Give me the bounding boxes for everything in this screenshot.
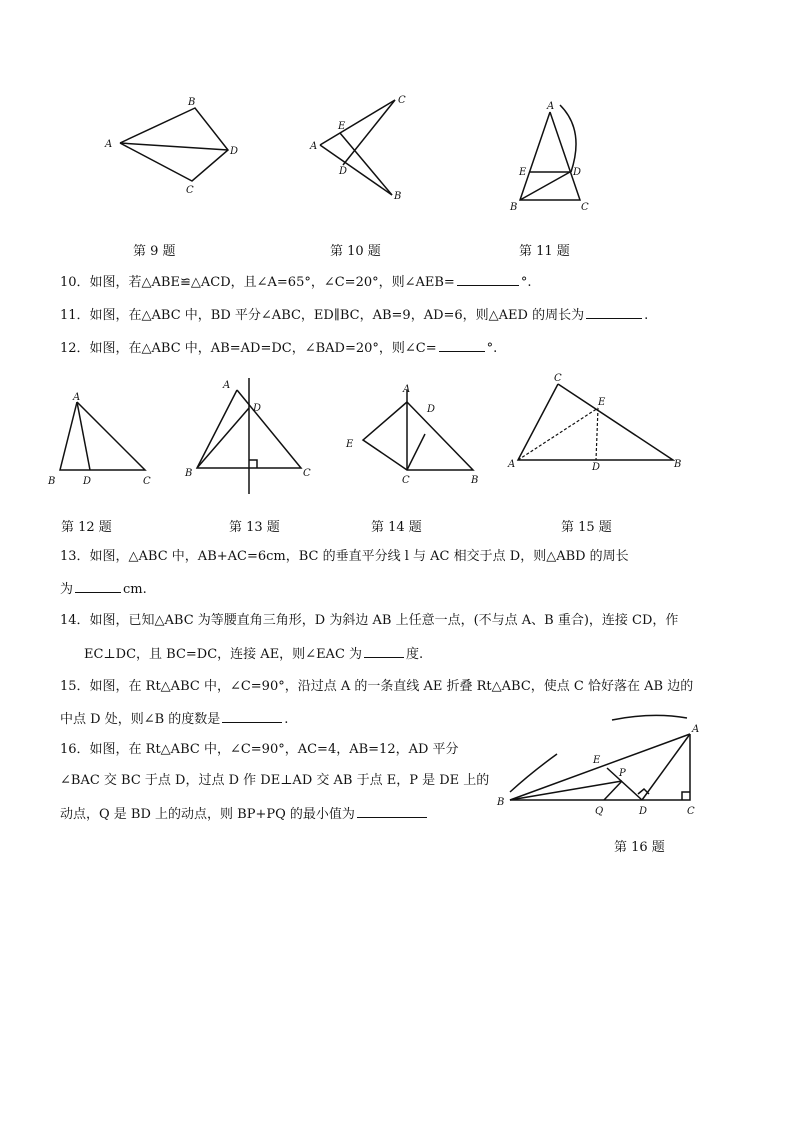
fig11-label-B: B	[510, 202, 518, 213]
fig15-label-D: D	[592, 462, 601, 473]
fig9-label-C: C	[186, 185, 194, 196]
fig11-label-D: D	[573, 167, 582, 178]
question-13-suffix: cm.	[123, 582, 147, 597]
question-14-prefix: EC⊥DC，且 BC=DC，连接 AE，则∠EAC 为	[84, 647, 363, 662]
question-16-line1: 16．如图，在 Rt△ABC 中，∠C=90°，AC=4，AB=12，AD 平分	[60, 742, 459, 757]
figure-16-caption: 第 16 题	[614, 840, 665, 855]
question-13-line1: 13．如图，△ABC 中，AB+AC=6cm，BC 的垂直平分线 l 与 AC 相交于点 D，则△ABD 的周长	[60, 549, 629, 564]
fig9-label-D: D	[230, 146, 239, 157]
fig13-label-B: B	[185, 468, 193, 479]
question-11-text: 11．如图，在△ABC 中，BD 平分∠ABC，ED∥BC，AB=9，AD=6，则△AED 的周长为	[60, 308, 585, 323]
fig16-label-D: D	[639, 806, 648, 817]
fig9-diagonal-AD	[120, 143, 228, 150]
fig15-label-C: C	[554, 373, 562, 384]
fig14-label-C: C	[402, 475, 410, 486]
question-16-blank[interactable]	[357, 805, 427, 818]
question-10	[60, 273, 531, 292]
question-12	[60, 339, 497, 358]
fig11-label-A: A	[547, 101, 555, 112]
fig16-label-Q: Q	[595, 806, 604, 817]
fig16-label-B: B	[497, 797, 505, 808]
question-12-suffix: °.	[486, 341, 498, 356]
question-16-line3	[60, 805, 429, 824]
fig9-label-A: A	[105, 139, 113, 150]
question-14-line2	[84, 645, 423, 664]
fig16-label-C: C	[687, 806, 695, 817]
figure-16	[492, 712, 702, 822]
figure-9-caption: 第 9 题	[133, 244, 176, 259]
question-13-prefix: 为	[60, 582, 74, 597]
fig16-arc-top	[612, 715, 687, 720]
fig16-line-BP	[510, 781, 622, 800]
fig16-right-angle-D	[638, 789, 649, 794]
question-13-line2	[60, 580, 147, 599]
question-12-text: 12．如图，在△ABC 中，AB=AD=DC，∠BAD=20°，则∠C=	[60, 341, 437, 356]
figure-11-caption: 第 11 题	[519, 244, 570, 259]
question-10-suffix: °.	[520, 275, 532, 290]
figure-15-caption: 第 15 题	[561, 520, 612, 535]
fig10-line-AC	[320, 100, 395, 145]
fig13-label-C: C	[303, 468, 311, 479]
fig15-label-A: A	[508, 459, 516, 470]
fig10-label-B: B	[394, 191, 402, 202]
figure-12	[45, 390, 155, 490]
fig14-outline	[363, 402, 473, 470]
fig14-label-D: D	[427, 404, 436, 415]
fig14-label-B: B	[471, 475, 479, 486]
fig13-right-angle-mark	[249, 460, 257, 468]
fig16-label-P: P	[619, 768, 626, 779]
question-15-text: 中点 D 处，则∠B 的度数是	[60, 712, 221, 727]
fig13-label-D: D	[253, 403, 262, 414]
question-10-text: 10．如图，若△ABE≌△ACD，且∠A=65°，∠C=20°，则∠AEB=	[60, 275, 455, 290]
figure-11	[505, 100, 595, 215]
fig16-label-E: E	[593, 755, 601, 766]
figure-14-caption: 第 14 题	[371, 520, 422, 535]
figure-9	[100, 95, 240, 195]
fig15-label-B: B	[674, 459, 682, 470]
figure-15	[508, 372, 688, 472]
fig15-triangle	[518, 384, 673, 460]
fig16-triangle	[510, 734, 690, 800]
question-16-text: 动点，Q 是 BD 上的动点，则 BP+PQ 的最小值为	[60, 807, 355, 822]
question-16-line2: ∠BAC 交 BC 于点 D，过点 D 作 DE⊥AD 交 AB 于点 E，P 是 DE 上的	[60, 773, 490, 788]
fig16-right-angle-C	[682, 792, 690, 800]
fig10-line-DC	[343, 100, 395, 165]
question-14-line1: 14．如图，已知△ABC 为等腰直角三角形，D 为斜边 AB 上任意一点，(不与点 A、B 重合)，连接 CD，作	[60, 613, 679, 628]
question-15-blank[interactable]	[222, 710, 282, 723]
question-11	[60, 306, 648, 325]
fig14-line-CD	[407, 434, 425, 470]
fig13-label-A: A	[223, 380, 231, 391]
fig14-label-E: E	[346, 439, 354, 450]
question-15-suffix: .	[284, 712, 289, 727]
question-15-line1: 15．如图，在 Rt△ABC 中，∠C=90°，沿过点 A 的一条直线 AE 折叠 Rt△ABC，使点 C 恰好落在 AB 边的	[60, 679, 694, 694]
figure-13	[185, 378, 315, 498]
fig11-arc	[560, 105, 576, 172]
fig12-label-D: D	[83, 476, 92, 487]
fig16-arc-left	[510, 754, 557, 792]
fig10-label-E: E	[338, 121, 346, 132]
fig12-triangle	[60, 402, 145, 470]
figure-10-caption: 第 10 题	[330, 244, 381, 259]
question-14-suffix: 度.	[406, 647, 424, 662]
question-11-blank[interactable]	[586, 306, 642, 319]
fig15-fold-line-AE	[518, 408, 598, 460]
question-14-blank[interactable]	[364, 645, 404, 658]
fig11-triangle	[520, 112, 580, 200]
fig12-label-C: C	[143, 476, 151, 487]
fig12-label-A: A	[73, 392, 81, 403]
question-13-blank[interactable]	[75, 580, 121, 593]
question-11-suffix: .	[644, 308, 649, 323]
figure-14	[345, 382, 485, 492]
fig12-label-B: B	[48, 476, 56, 487]
fig15-label-E: E	[598, 397, 606, 408]
fig16-label-A: A	[692, 724, 700, 735]
fig11-label-E: E	[519, 167, 527, 178]
figure-10	[310, 95, 410, 205]
fig9-label-B: B	[188, 97, 196, 108]
question-12-blank[interactable]	[439, 339, 485, 352]
fig14-label-A: A	[403, 384, 411, 395]
fig16-line-AD	[642, 734, 690, 800]
question-10-blank[interactable]	[457, 273, 519, 286]
fig10-label-D: D	[339, 166, 348, 177]
fig10-label-A: A	[310, 141, 318, 152]
fig11-label-C: C	[581, 202, 589, 213]
question-15-line2	[60, 710, 288, 729]
fig10-label-C: C	[398, 95, 406, 106]
figure-13-caption: 第 13 题	[229, 520, 280, 535]
fig15-line-ED	[596, 408, 598, 460]
figure-12-caption: 第 12 题	[61, 520, 112, 535]
